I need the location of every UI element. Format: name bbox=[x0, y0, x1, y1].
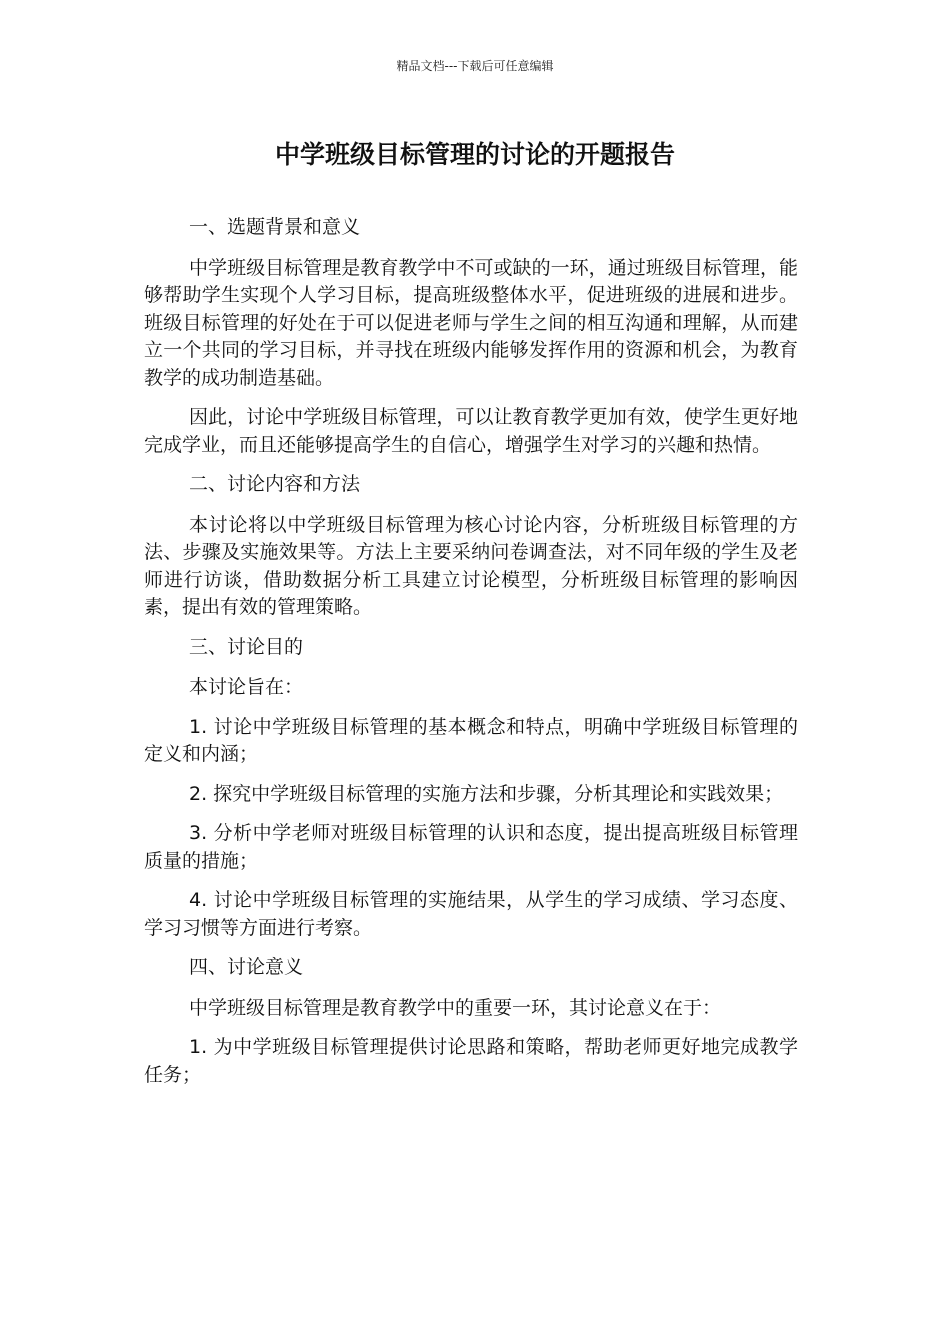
paragraph-purpose-intro: 本讨论旨在： bbox=[189, 676, 304, 698]
purpose-item: 3. 分析中学老师对班级目标管理的认识和态度，提出提高班级目标管理质量的措施； bbox=[144, 822, 798, 872]
header-note: 精品文档---下载后可任意编辑 bbox=[396, 59, 554, 73]
purpose-item: 4. 讨论中学班级目标管理的实施结果，从学生的学习成绩、学习态度、学习习惯等方面进行考察。 bbox=[144, 889, 798, 939]
paragraph-background-1: 中学班级目标管理是教育教学中不可或缺的一环，通过班级目标管理，能够帮助学生实现个人学习目标，提高班级整体水平，促进班级的进展和进步。班级目标管理的好处在于可以促进老师与学生之间的相互沟通和理解，从而建立一个共同的学习目标，并寻找在班级内能够发挥作用的资源和机会，为教育教学的成功制造基础。 bbox=[144, 256, 798, 389]
paragraph-significance-intro: 中学班级目标管理是教育教学中的重要一环，其讨论意义在于： bbox=[189, 996, 722, 1019]
section-heading-significance: 四、讨论意义 bbox=[189, 956, 304, 978]
section-heading-background: 一、选题背景和意义 bbox=[189, 216, 361, 238]
paragraph-background-2: 因此，讨论中学班级目标管理，可以让教育教学更加有效，使学生更好地完成学业，而且还能够提高学生的自信心，增强学生对学习的兴趣和热情。 bbox=[144, 406, 798, 456]
section-heading-content-method: 二、讨论内容和方法 bbox=[189, 473, 361, 495]
purpose-item: 2. 探究中学班级目标管理的实施方法和步骤，分析其理论和实践效果； bbox=[189, 782, 784, 805]
document-title: 中学班级目标管理的讨论的开题报告 bbox=[274, 140, 675, 169]
section-heading-purpose: 三、讨论目的 bbox=[189, 635, 304, 658]
significance-item: 1. 为中学班级目标管理提供讨论思路和策略，帮助老师更好地完成教学任务； bbox=[144, 1036, 798, 1086]
paragraph-content-method: 本讨论将以中学班级目标管理为核心讨论内容，分析班级目标管理的方法、步骤及实施效果等。方法上主要采纳问卷调查法，对不同年级的学生及老师进行访谈，借助数据分析工具建立讨论模型，分析班级目标管理的影响因素，提出有效的管理策略。 bbox=[144, 513, 798, 618]
purpose-item: 1. 讨论中学班级目标管理的基本概念和特点，明确中学班级目标管理的定义和内涵； bbox=[144, 715, 798, 765]
document-body bbox=[144, 214, 798, 1101]
